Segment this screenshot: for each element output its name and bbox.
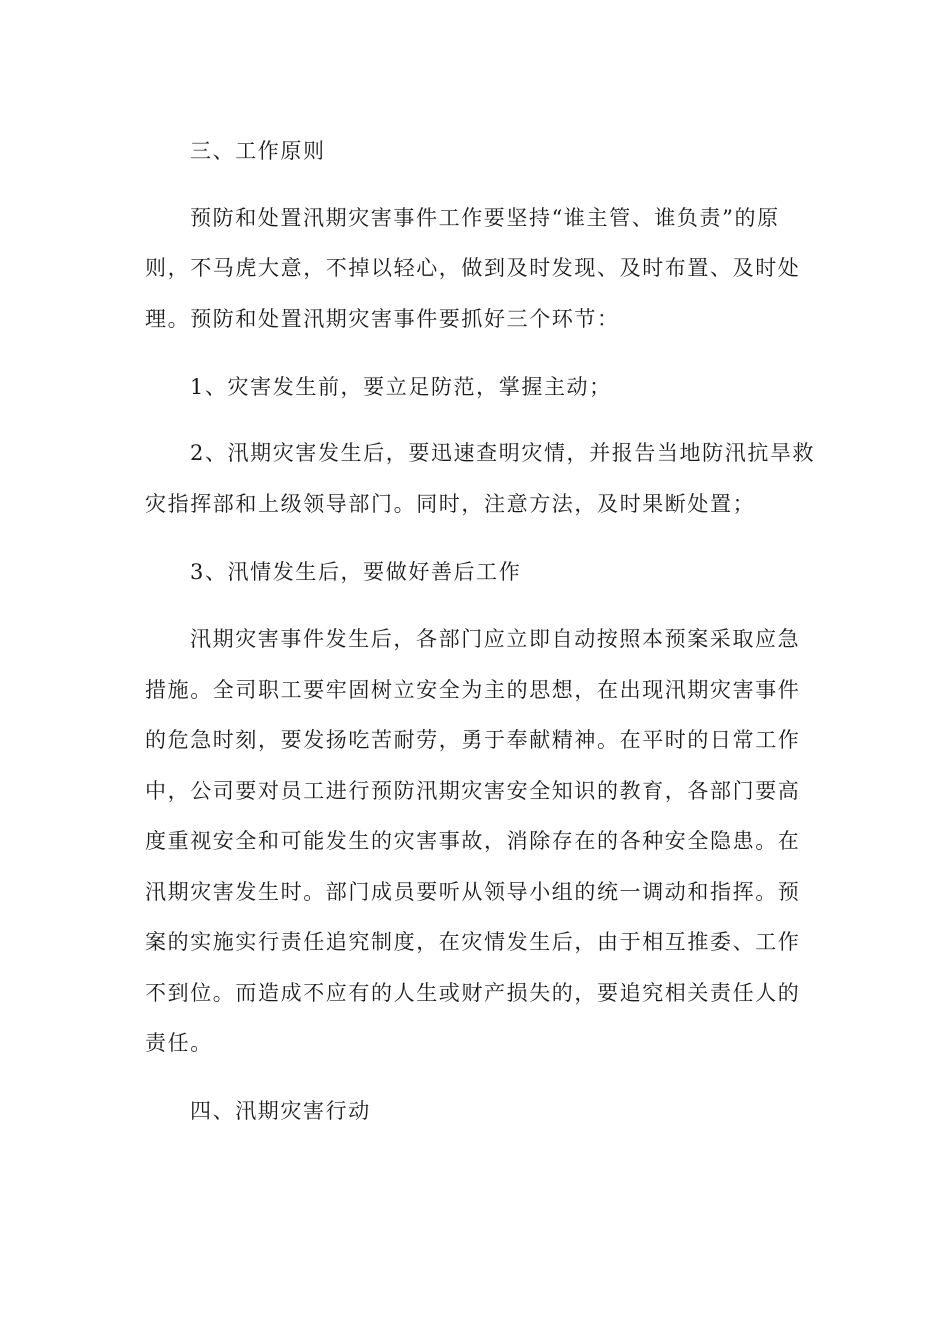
section-heading-actions: 四、汛期灾害行动: [190, 1099, 371, 1123]
paragraph-line: 不到位。而造成不应有的人生或财产损失的，要追究相关责任人的: [145, 981, 801, 1005]
paragraph-line: 理。预防和处置汛期灾害事件要抓好三个环节：: [145, 307, 620, 331]
paragraph-line: 措施。全司职工要牢固树立安全为主的思想，在出现汛期灾害事件: [145, 678, 801, 702]
paragraph-line: 案的实施实行责任追究制度，在灾情发生后，由于相互推委、工作: [145, 930, 801, 954]
paragraph-line: 责任。: [145, 1031, 213, 1055]
paragraph-line: 汛期灾害发生时。部门成员要听从领导小组的统一调动和指挥。预: [145, 880, 801, 904]
paragraph-line: 汛期灾害事件发生后，各部门应立即自动按照本预案采取应急: [190, 627, 801, 651]
list-item-3: 3、汛情发生后，要做好善后工作: [190, 560, 522, 584]
list-item-2-line: 2、汛期灾害发生后，要迅速查明灾情，并报告当地防汛抗旱救: [190, 441, 816, 465]
paragraph-line: 度重视安全和可能发生的灾害事故，消除存在的各种安全隐患。在: [145, 829, 801, 853]
paragraph-line: 的危急时刻，要发扬吃苦耐劳，勇于奉献精神。在平时的日常工作: [145, 728, 801, 752]
section-heading-principles: 三、工作原则: [190, 139, 326, 163]
paragraph-line: 预防和处置汛期灾害事件工作要坚持“谁主管、谁负责”的原: [190, 206, 780, 230]
list-item-1: 1、灾害发生前，要立足防范，掌握主动；: [190, 375, 612, 399]
paragraph-line: 中，公司要对员工进行预防汛期灾害安全知识的教育，各部门要高: [145, 779, 801, 803]
paragraph-line: 则，不马虎大意，不掉以轻心，做到及时发现、及时布置、及时处: [145, 256, 801, 280]
list-item-2-line: 灾指挥部和上级领导部门。同时，注意方法，及时果断处置；: [145, 492, 756, 516]
